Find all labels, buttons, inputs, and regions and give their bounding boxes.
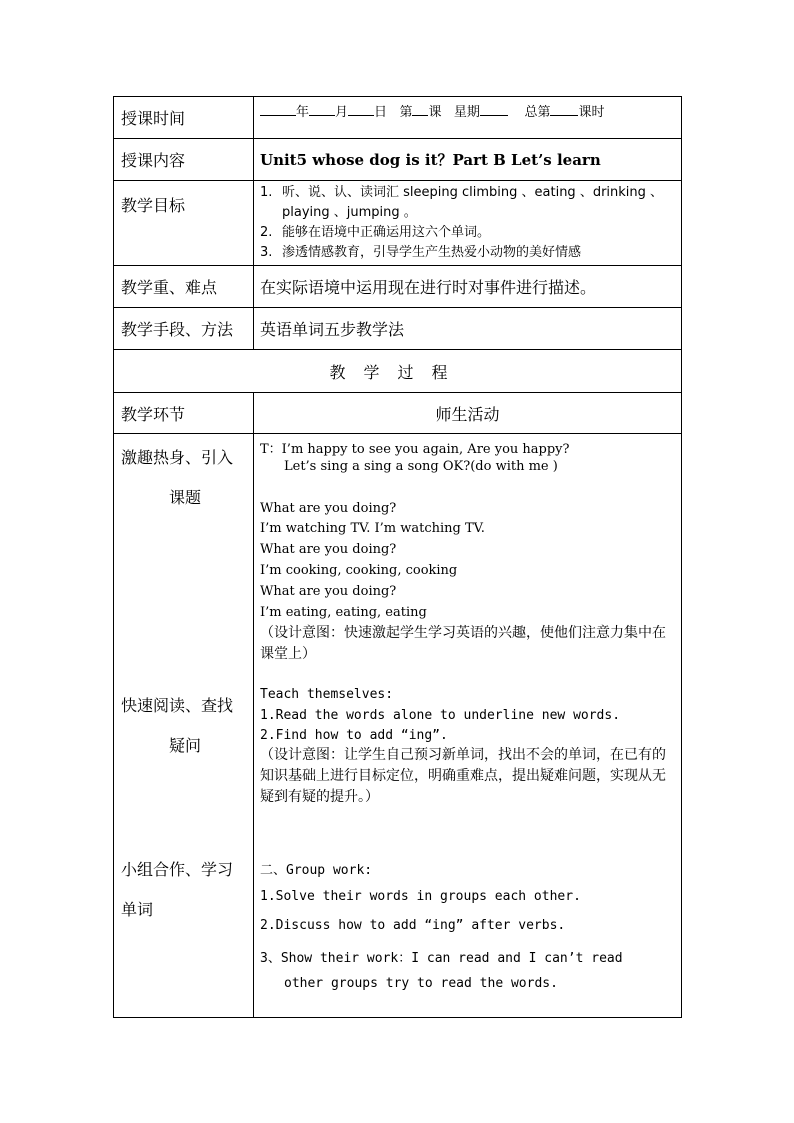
key-points-label: 教学重、难点 <box>114 266 254 308</box>
activity-line: 1.Solve their words in groups each other. <box>260 889 581 904</box>
stage-line: 疑问 <box>169 736 202 755</box>
activity-column-header: 师生活动 <box>254 393 682 434</box>
total-blank[interactable] <box>550 103 578 116</box>
stage-group <box>121 850 251 930</box>
goal-number: 1. <box>260 185 273 200</box>
row-content <box>114 139 682 181</box>
goal-text: 能够在语境中正确运用这六个单词。 <box>282 225 491 240</box>
activity-line: 3、Show their work：I can read and I can’t read <box>260 951 623 966</box>
weekday-text: 星期 <box>453 105 480 120</box>
stage-line: 单词 <box>121 900 154 919</box>
activity-line: I’m eating, eating, eating <box>260 605 427 620</box>
activity-line: Teach themselves: <box>260 687 394 702</box>
period-text: 课时 <box>578 105 605 120</box>
total-text: 总第 <box>524 105 551 120</box>
activity-line: 二、Group work: <box>260 863 373 878</box>
goal-text: 听、说、认、读词汇 sleeping climbing 、eating 、drinking 、 <box>282 185 664 200</box>
lesson-blank[interactable] <box>412 103 428 116</box>
content-value: Unit5 whose dog is it？Part B Let’s learn <box>254 139 682 181</box>
activity-line: 2.Find how to add “ing”. <box>260 728 448 743</box>
stage-column-header: 教学环节 <box>114 393 254 434</box>
activity-line: Let’s sing a sing a song OK?(do with me ) <box>284 459 558 474</box>
activity-line: 1.Read the words alone to underline new words. <box>260 708 621 723</box>
key-points-value: 在实际语境中运用现在进行时对事件进行描述。 <box>254 266 682 308</box>
activity-line: What are you doing? <box>260 542 397 557</box>
month-text: 月 <box>335 105 349 120</box>
process-title: 教学过程 <box>329 362 466 382</box>
stage-line: 小组合作、学习 <box>121 860 234 879</box>
activity-line: What are you doing? <box>260 501 397 516</box>
row-key-points <box>114 266 682 308</box>
goal-item <box>260 243 677 263</box>
activity-line: What are you doing? <box>260 584 397 599</box>
stage-line: 激趣热身、引入 <box>121 448 234 467</box>
methods-label: 教学手段、方法 <box>114 308 254 350</box>
stage-warmup <box>121 438 251 518</box>
design-note: （设计意图：让学生自己预习新单词，找出不会的单词，在已有的知识基础上进行目标定位，明确重难点，提出疑难问题，实现从无疑到有疑的提升。） <box>260 747 666 805</box>
activity-line: T：I’m happy to see you again, Are you happy? <box>260 442 570 457</box>
row-time <box>114 97 682 139</box>
day-text: 日 <box>374 105 388 120</box>
content-label: 授课内容 <box>114 139 254 181</box>
stage-line: 快速阅读、查找 <box>121 696 234 715</box>
di-text: 第 <box>399 105 413 120</box>
day-blank[interactable] <box>348 103 374 116</box>
month-blank[interactable] <box>309 103 335 116</box>
ke-text: 课 <box>428 105 442 120</box>
stage-line: 课题 <box>169 488 202 507</box>
time-fields <box>254 97 682 139</box>
row-goals <box>114 181 682 266</box>
process-title-cell <box>114 350 682 393</box>
goal-number <box>260 203 282 223</box>
goal-item <box>260 223 677 243</box>
time-label: 授课时间 <box>114 97 254 139</box>
activity-line: I’m watching TV. I’m watching TV. <box>260 521 485 536</box>
year-text: 年 <box>296 105 310 120</box>
design-note: （设计意图：快速激起学生学习英语的兴趣，使他们注意力集中在课堂上） <box>260 625 666 662</box>
year-blank[interactable] <box>260 103 296 116</box>
weekday-blank[interactable] <box>480 103 508 116</box>
activity-line: 2.Discuss how to add “ing” after verbs. <box>260 918 566 933</box>
activity-line: other groups try to read the words. <box>284 976 558 991</box>
goal-number: 3. <box>260 245 273 260</box>
goals-list <box>254 181 681 265</box>
goal-number: 2. <box>260 225 273 240</box>
row-process-title <box>114 350 682 393</box>
lesson-plan-table <box>113 96 682 1018</box>
row-process-body <box>114 434 682 1018</box>
goals-cell <box>254 181 682 266</box>
methods-value: 英语单词五步教学法 <box>254 308 682 350</box>
row-methods <box>114 308 682 350</box>
goals-label: 教学目标 <box>114 181 254 266</box>
activity-cell <box>254 434 682 1018</box>
row-column-headers <box>114 393 682 434</box>
activity-line: I’m cooking, cooking, cooking <box>260 563 458 578</box>
goal-item <box>260 183 677 203</box>
stage-cell <box>114 434 254 1018</box>
goal-text: playing 、jumping 。 <box>282 205 417 220</box>
stage-reading <box>121 686 251 766</box>
goal-item <box>260 203 677 223</box>
goal-text: 渗透情感教育，引导学生产生热爱小动物的美好情感 <box>282 245 582 260</box>
